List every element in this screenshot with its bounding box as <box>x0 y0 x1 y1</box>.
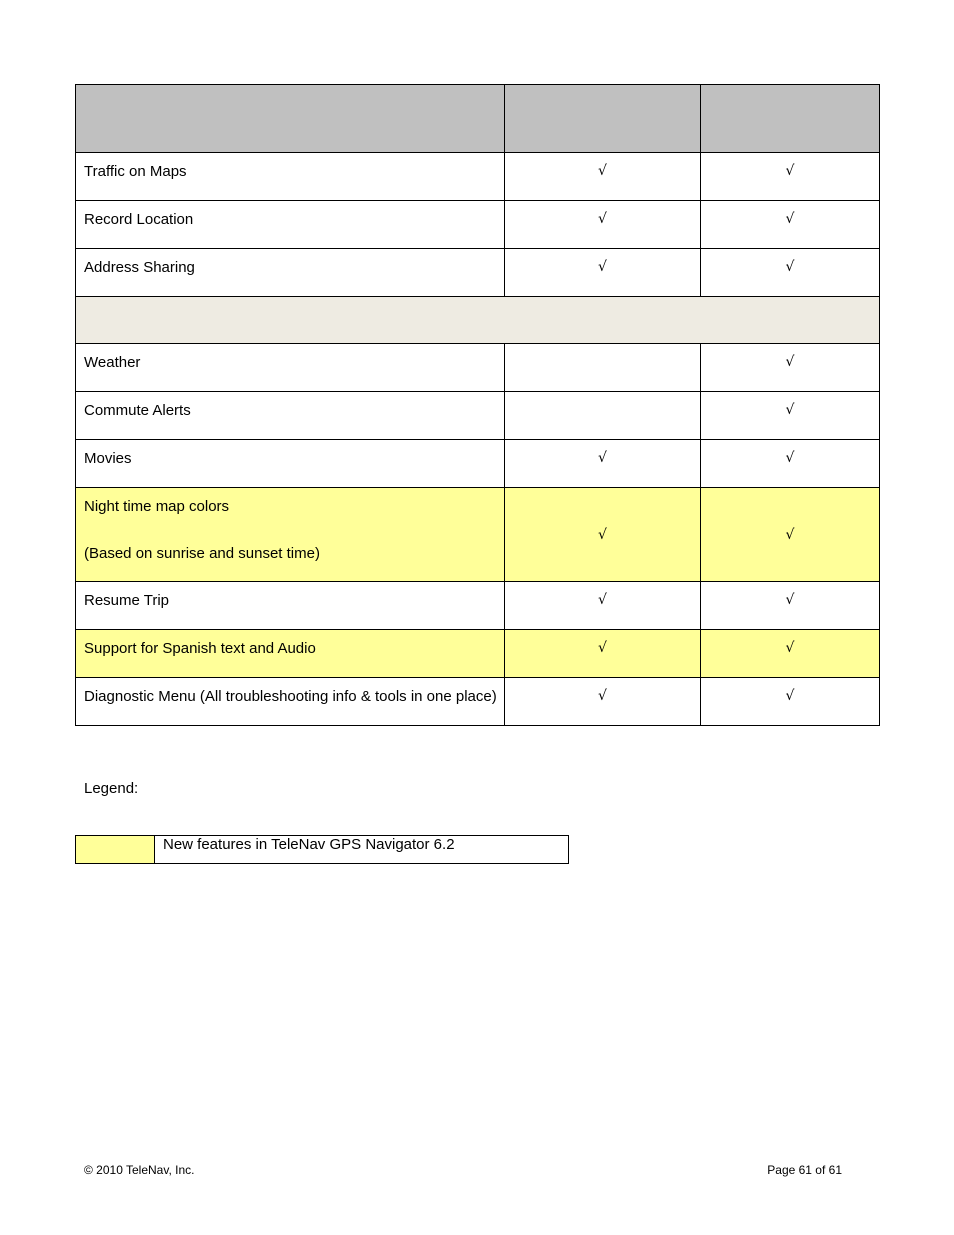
check-cell <box>701 344 880 392</box>
check-mark: √ <box>598 688 607 704</box>
check-cell <box>701 488 880 582</box>
legend-entry-text: New features in TeleNav GPS Navigator 6.2 <box>163 836 455 853</box>
header-cell-feature <box>76 85 505 153</box>
check-cell <box>701 582 880 630</box>
check-cell <box>505 678 701 726</box>
legend-table <box>75 835 569 864</box>
header-cell-col2 <box>701 85 880 153</box>
check-mark: √ <box>598 526 607 543</box>
feature-cell <box>76 440 505 488</box>
check-cell <box>505 488 701 582</box>
check-mark: √ <box>785 163 795 179</box>
feature-comparison-table <box>75 84 880 726</box>
section-divider-cell <box>76 297 880 344</box>
feature-cell <box>76 249 505 297</box>
feature-cell <box>76 488 505 582</box>
table-row <box>76 201 880 249</box>
check-cell <box>701 153 880 201</box>
check-mark: √ <box>598 450 607 466</box>
footer-page-number: Page 61 of 61 <box>767 1163 842 1177</box>
feature-label: Record Location <box>84 211 194 228</box>
check-mark: √ <box>785 688 795 704</box>
feature-cell <box>76 392 505 440</box>
check-mark: √ <box>785 526 795 543</box>
check-mark <box>505 392 700 402</box>
table-row-new-feature <box>76 488 880 582</box>
feature-label: Movies <box>84 450 132 467</box>
check-cell <box>505 153 701 201</box>
feature-label: Resume Trip <box>84 592 170 609</box>
feature-label: Diagnostic Menu (All troubleshooting info & tools in one place) <box>84 688 497 705</box>
table-row <box>76 440 880 488</box>
table-row <box>76 344 880 392</box>
check-mark: √ <box>785 402 795 418</box>
check-mark: √ <box>598 163 607 179</box>
check-mark: √ <box>785 259 795 275</box>
legend-row <box>76 836 569 864</box>
check-mark <box>505 344 700 354</box>
check-mark: √ <box>598 211 607 227</box>
table-row <box>76 153 880 201</box>
check-mark: √ <box>598 259 607 275</box>
check-cell <box>701 392 880 440</box>
feature-label: Address Sharing <box>84 259 195 276</box>
check-cell <box>701 440 880 488</box>
check-cell <box>701 249 880 297</box>
footer-copyright: © 2010 TeleNav, Inc. <box>84 1163 195 1177</box>
check-mark: √ <box>785 592 795 608</box>
feature-label: Support for Spanish text and Audio <box>84 640 316 657</box>
check-mark: √ <box>785 211 795 227</box>
check-cell <box>505 582 701 630</box>
check-cell <box>505 630 701 678</box>
check-mark: √ <box>785 354 795 370</box>
feature-cell <box>76 344 505 392</box>
check-cell <box>701 678 880 726</box>
feature-cell <box>76 153 505 201</box>
check-cell <box>701 630 880 678</box>
header-cell-col1 <box>505 85 701 153</box>
feature-label: Weather <box>84 354 141 371</box>
feature-label: Traffic on Maps <box>84 163 187 180</box>
legend-color-swatch <box>76 836 155 864</box>
check-mark: √ <box>598 592 607 608</box>
check-cell <box>505 201 701 249</box>
feature-cell <box>76 630 505 678</box>
feature-cell <box>76 582 505 630</box>
feature-note: (Based on sunrise and sunset time) <box>84 545 320 562</box>
section-divider-row <box>76 297 880 344</box>
check-cell <box>505 249 701 297</box>
check-mark: √ <box>785 450 795 466</box>
legend-label: Legend: <box>84 780 139 797</box>
table-row-new-feature <box>76 630 880 678</box>
check-cell <box>701 201 880 249</box>
table-header-row <box>76 85 880 153</box>
check-cell <box>505 440 701 488</box>
feature-label: Commute Alerts <box>84 402 191 419</box>
table-row <box>76 582 880 630</box>
table-row <box>76 392 880 440</box>
legend-text-cell <box>155 836 569 864</box>
feature-cell <box>76 678 505 726</box>
table-row <box>76 249 880 297</box>
check-cell <box>505 392 701 440</box>
check-mark: √ <box>785 640 795 656</box>
feature-cell <box>76 201 505 249</box>
check-cell <box>505 344 701 392</box>
table-row <box>76 678 880 726</box>
feature-label: Night time map colors <box>84 498 230 515</box>
check-mark: √ <box>598 640 607 656</box>
